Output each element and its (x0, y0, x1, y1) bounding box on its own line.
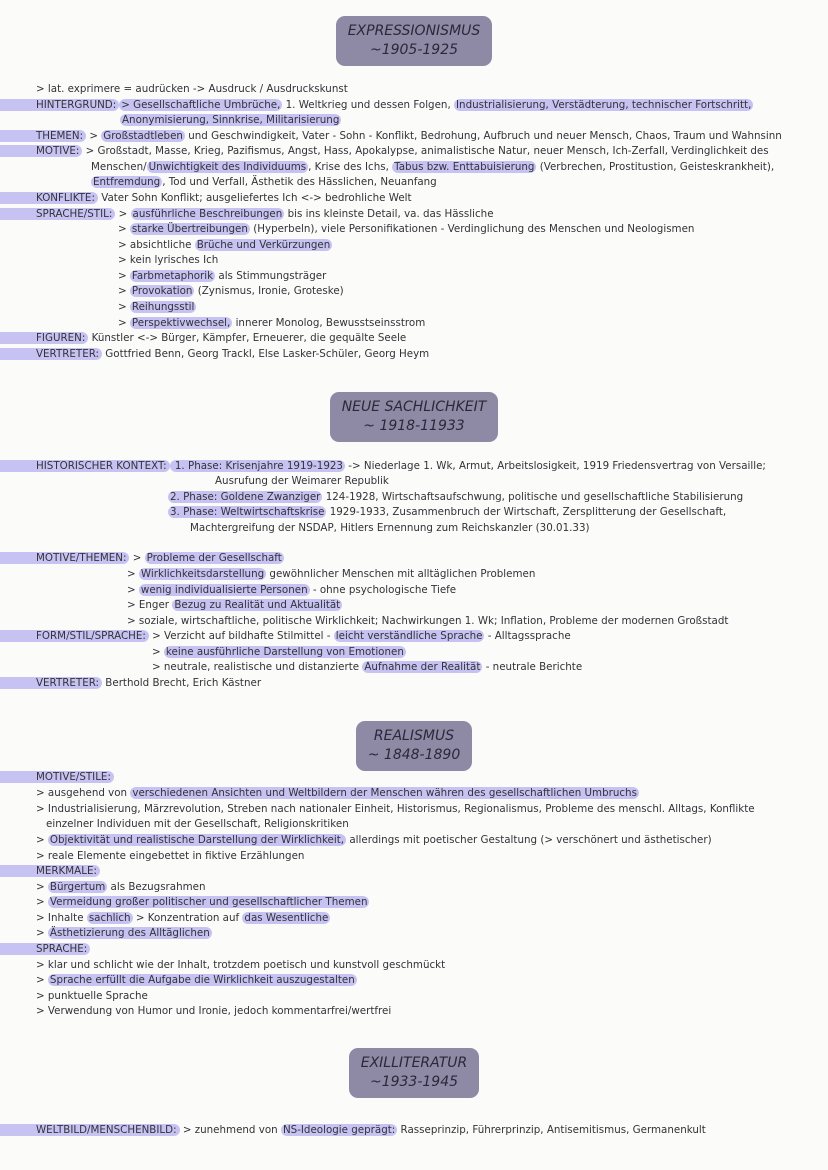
text-line-motive-themen (0, 551, 284, 565)
title-box (336, 16, 493, 66)
text-line (215, 474, 389, 488)
highlighted-text: Wirklichkeitsdarstellung (140, 568, 265, 580)
text-fragment: (Verbrechen, Prostitustion, Geisteskrankheit), (536, 161, 775, 173)
text-line-motive-stile (0, 770, 114, 784)
text-fragment: > kein lyrisches Ich (118, 254, 219, 266)
highlighted-text: Industrialisierung, Verstädterung, technischer Fortschritt, (456, 99, 752, 111)
text-fragment: - neutrale Berichte (482, 661, 583, 673)
text-line-weltbild (0, 1123, 706, 1137)
text-line-konflikte (0, 191, 412, 205)
highlighted-text: Brüche und Verkürzungen (196, 239, 331, 251)
label-weltbild-menschenbild: WELTBILD/MENSCHENBILD: (0, 1124, 180, 1136)
text-line (152, 660, 582, 674)
text-fragment: 1. Weltkrieg und dessen Folgen, (282, 99, 454, 111)
text-fragment: > soziale, wirtschaftliche, politische Wirklichkeit; Nachwirkungen 1. Wk; Inflation, Probleme der modernen Großstadt (127, 615, 729, 627)
text-line-merkmale (0, 864, 100, 878)
highlighted-text: keine ausführliche Darstellung von Emotionen (165, 646, 404, 658)
text-fragment: > (152, 646, 164, 658)
section-period: ~1905-1925 (369, 42, 459, 58)
label-motive: MOTIVE: (0, 145, 82, 157)
text-fragment: > (36, 927, 48, 939)
text-fragment: 124-1928, Wirtschaftsaufschwung, politische und gesellschaftliche Stabilisierung (322, 491, 744, 503)
text-line (168, 490, 743, 504)
label-historischer-kontext: HISTORISCHER KONTEXT: (0, 460, 170, 472)
label-merkmale: MERKMALE: (0, 865, 100, 877)
text-fragment: allerdings mit poetischer Gestaltung (> verschönert und ästhetischer) (346, 834, 712, 846)
label-figuren: FIGUREN: (0, 332, 88, 344)
text-fragment: > (118, 301, 130, 313)
text-fragment: > (86, 130, 102, 142)
text-line (118, 269, 326, 283)
text-fragment: innerer Monolog, Bewusstseinsstrom (232, 317, 426, 329)
label-motive-stile: MOTIVE/STILE: (0, 771, 114, 783)
highlighted-text: > Gesellschaftliche Umbrüche, (121, 99, 281, 111)
label-motive-themen: MOTIVE/THEMEN: (0, 552, 129, 564)
text-line (36, 82, 348, 96)
text-line-kontext (0, 459, 766, 473)
text-fragment: - ohne psychologische Tiefe (309, 584, 457, 596)
label-hintergrund: HINTERGRUND: (0, 99, 119, 111)
highlighted-text: Sprache erfüllt die Aufgabe die Wirklichkeit auszugestalten (49, 974, 355, 986)
highlighted-text: NS-Ideologie geprägt: (282, 1124, 396, 1136)
highlighted-text: sachlich (88, 912, 131, 924)
text-fragment: Machtergreifung der NSDAP, Hitlers Ernennung zum Reichskanzler (30.01.33) (190, 522, 590, 534)
text-line (91, 175, 437, 189)
text-fragment: Gottfried Benn, Georg Trackl, Else Lasker-Schüler, Georg Heym (102, 348, 430, 360)
highlighted-text: Probleme der Gesellschaft (146, 552, 282, 564)
text-fragment: > Verzicht auf bildhafte Stilmittel - (148, 630, 334, 642)
text-fragment: > klar und schlicht wie der Inhalt, trotzdem poetisch und kunstvoll geschmückt (36, 959, 446, 971)
text-fragment: > absichtliche (118, 239, 195, 251)
text-fragment: bis ins kleinste Detail, va. das Hässliche (284, 208, 494, 220)
text-fragment: (Hyperbeln), viele Personifikationen - Verdinglichung des Menschen und Neologismen (249, 223, 695, 235)
text-fragment: > lat. exprimere = audrücken -> Ausdruck / Ausdruckskunst (36, 83, 348, 95)
text-fragment: , Krise des Ichs, (308, 161, 393, 173)
text-fragment: > neutrale, realistische und distanzierte (152, 661, 363, 673)
text-fragment: einzelner Individuen mit der Gesellschaft, Religionskritiken (46, 818, 349, 830)
text-fragment: als Stimmungsträger (215, 270, 327, 282)
text-line (127, 583, 456, 597)
text-line (152, 645, 406, 659)
text-line (127, 598, 342, 612)
highlighted-text: verschiedenen Ansichten und Weltbildern der Menschen währen des gesellschaftlichen Umbruchs (132, 787, 637, 799)
text-fragment: > (36, 834, 48, 846)
text-fragment: -> Niederlage 1. Wk, Armut, Arbeitslosigkeit, 1919 Friedensvertrag von Versaille; (344, 460, 766, 472)
text-line-vertreter (0, 347, 429, 361)
highlighted-text: leicht verständliche Sprache (335, 630, 483, 642)
text-line (190, 521, 590, 535)
text-fragment: > (127, 568, 139, 580)
section-title: EXPRESSIONISMUS (347, 23, 481, 39)
section-title: NEUE SACHLICHKEIT (341, 399, 487, 415)
highlighted-text: Tabus bzw. Enttabuisierung (394, 161, 535, 173)
text-fragment: > Enger (127, 599, 173, 611)
text-line (36, 911, 330, 925)
highlighted-text: Objektivität und realistische Darstellung der Wirklichkeit, (49, 834, 345, 846)
highlighted-text: Anonymisierung, Sinnkrise, Militarisierung (122, 114, 340, 126)
text-fragment: Rasseprinzip, Führerprinzip, Antisemitismus, Germanenkult (397, 1124, 706, 1136)
text-line-sprache (0, 207, 494, 221)
label-themen: THEMEN: (0, 130, 86, 142)
section-period: ~1933-1945 (369, 1074, 459, 1090)
text-line-motive (0, 144, 769, 158)
text-fragment: > (36, 881, 48, 893)
text-fragment: (Zynismus, Ironie, Groteske) (194, 285, 344, 297)
text-fragment: Berthold Brecht, Erich Kästner (102, 677, 262, 689)
label-vertreter: VERTRETER: (0, 677, 102, 689)
section-title: REALISMUS (373, 728, 455, 744)
title-box (356, 721, 473, 771)
text-line (118, 316, 425, 330)
text-line-sprache (0, 942, 90, 956)
text-line (168, 505, 726, 519)
text-line-figuren (0, 331, 406, 345)
highlighted-text: Entfremdung (93, 176, 161, 188)
text-fragment: als Bezugsrahmen (107, 881, 206, 893)
text-line (118, 284, 344, 298)
text-line (36, 786, 639, 800)
label-vertreter: VERTRETER: (0, 348, 102, 360)
highlighted-text: Ästhetizierung des Alltäglichen (49, 927, 210, 939)
text-line (91, 160, 774, 174)
text-line (127, 567, 535, 581)
highlighted-text: Großstadtleben (103, 130, 183, 142)
text-fragment: > (127, 584, 139, 596)
text-line (36, 880, 206, 894)
title-neue-sachlichkeit (0, 392, 828, 442)
title-realismus (0, 721, 828, 771)
text-fragment: > (118, 270, 130, 282)
text-fragment: - Alltagssprache (484, 630, 571, 642)
title-expressionismus (0, 16, 828, 66)
text-line (46, 817, 349, 831)
highlighted-text: Bürgertum (49, 881, 106, 893)
text-fragment: Ausrufung der Weimarer Republik (215, 475, 389, 487)
text-fragment: und Geschwindigkeit, Vater - Sohn - Konflikt, Bedrohung, Aufbruch und neuer Mensch, Chaos, Traum und Wahnsinn (184, 130, 782, 142)
highlighted-text: Reihungsstil (131, 301, 195, 313)
highlighted-text: Provokation (131, 285, 193, 297)
text-line (118, 253, 218, 267)
text-fragment: 1929-1933, Zusammenbruch der Wirtschaft, Zersplitterung der Gesellschaft, (326, 506, 727, 518)
text-fragment: > ausgehend von (36, 787, 131, 799)
highlighted-text: wenig individualisierte Personen (140, 584, 308, 596)
text-line (120, 113, 341, 127)
text-line (127, 614, 728, 628)
text-fragment: > reale Elemente eingebettet in fiktive Erzählungen (36, 850, 305, 862)
text-fragment: gewöhnlicher Menschen mit alltäglichen Problemen (266, 568, 536, 580)
label-sprache-stil: SPRACHE/STIL: (0, 208, 115, 220)
text-fragment: > (36, 974, 48, 986)
text-fragment: > (36, 896, 48, 908)
text-line (36, 973, 357, 987)
text-line (36, 895, 369, 909)
highlighted-text: Bezug zu Realität und Aktualität (174, 599, 341, 611)
text-line (118, 238, 332, 252)
text-fragment: > (118, 285, 130, 297)
text-fragment: > Verwendung von Humor und Ironie, jedoch kommentarfrei/wertfrei (36, 1005, 392, 1017)
text-fragment: , Tod und Verfall, Ästhetik des Hässlichen, Neuanfang (162, 176, 437, 188)
highlighted-text: Perspektivwechsel, (131, 317, 231, 329)
highlighted-text: starke Übertreibungen (131, 223, 248, 235)
text-line (118, 300, 196, 314)
text-fragment: > (115, 208, 131, 220)
highlighted-text: 3. Phase: Weltwirtschaftskrise (170, 506, 325, 518)
text-fragment: > punktuelle Sprache (36, 990, 148, 1002)
text-line (36, 926, 212, 940)
label-konflikte: KONFLIKTE: (0, 192, 98, 204)
text-line (36, 802, 755, 816)
text-fragment: Menschen/ (91, 161, 147, 173)
highlighted-text: 1. Phase: Krisenjahre 1919-1923 (171, 460, 343, 472)
title-box (330, 392, 499, 442)
label-form-stil-sprache: FORM/STIL/SPRACHE: (0, 630, 149, 642)
text-line (36, 833, 712, 847)
highlighted-text: Unwichtigkeit des Individuums (148, 161, 307, 173)
title-box (349, 1048, 480, 1098)
highlighted-text: Farbmetaphorik (131, 270, 214, 282)
text-line (36, 958, 445, 972)
highlighted-text: Vermeidung großer politischer und gesellschaftlicher Themen (49, 896, 368, 908)
text-fragment: > Industrialisierung, Märzrevolution, Streben nach nationaler Einheit, Historismus, Regionalismus, Probleme des menschl. Alltags, Konflikte (36, 803, 755, 815)
text-line (36, 989, 148, 1003)
text-fragment: > Inhalte (36, 912, 87, 924)
text-fragment: Vater Sohn Konflikt; ausgeliefertes Ich <-> bedrohliche Welt (97, 192, 412, 204)
label-sprache: SPRACHE: (0, 943, 90, 955)
text-line (118, 222, 694, 236)
highlighted-text: 2. Phase: Goldene Zwanziger (170, 491, 321, 503)
text-line-hintergrund (0, 98, 753, 112)
title-exilliteratur (0, 1048, 828, 1098)
section-period: ~ 1918-11933 (363, 418, 465, 434)
highlighted-text: ausführliche Beschreibungen (132, 208, 283, 220)
text-fragment: > (118, 223, 130, 235)
text-fragment: > Großstadt, Masse, Krieg, Pazifismus, Angst, Hass, Apokalypse, animalistische Natur, neuer Mensch, Ich-Zerfall, Verdinglichkeit des (82, 145, 769, 157)
text-fragment: > Konzentration auf (132, 912, 243, 924)
text-fragment: Künstler <-> Bürger, Kämpfer, Erneuerer, die gequälte Seele (88, 332, 407, 344)
highlighted-text: Aufnahme der Realität (364, 661, 481, 673)
text-line (36, 849, 304, 863)
text-line-themen (0, 129, 782, 143)
highlighted-text: das Wesentliche (244, 912, 329, 924)
section-title: EXILLITERATUR (360, 1055, 468, 1071)
text-fragment: > (118, 317, 130, 329)
text-fragment: > (129, 552, 145, 564)
text-fragment: > zunehmend von (179, 1124, 281, 1136)
section-period: ~ 1848-1890 (367, 747, 461, 763)
text-line-vertreter (0, 676, 261, 690)
text-line-form (0, 629, 571, 643)
text-line (36, 1004, 391, 1018)
